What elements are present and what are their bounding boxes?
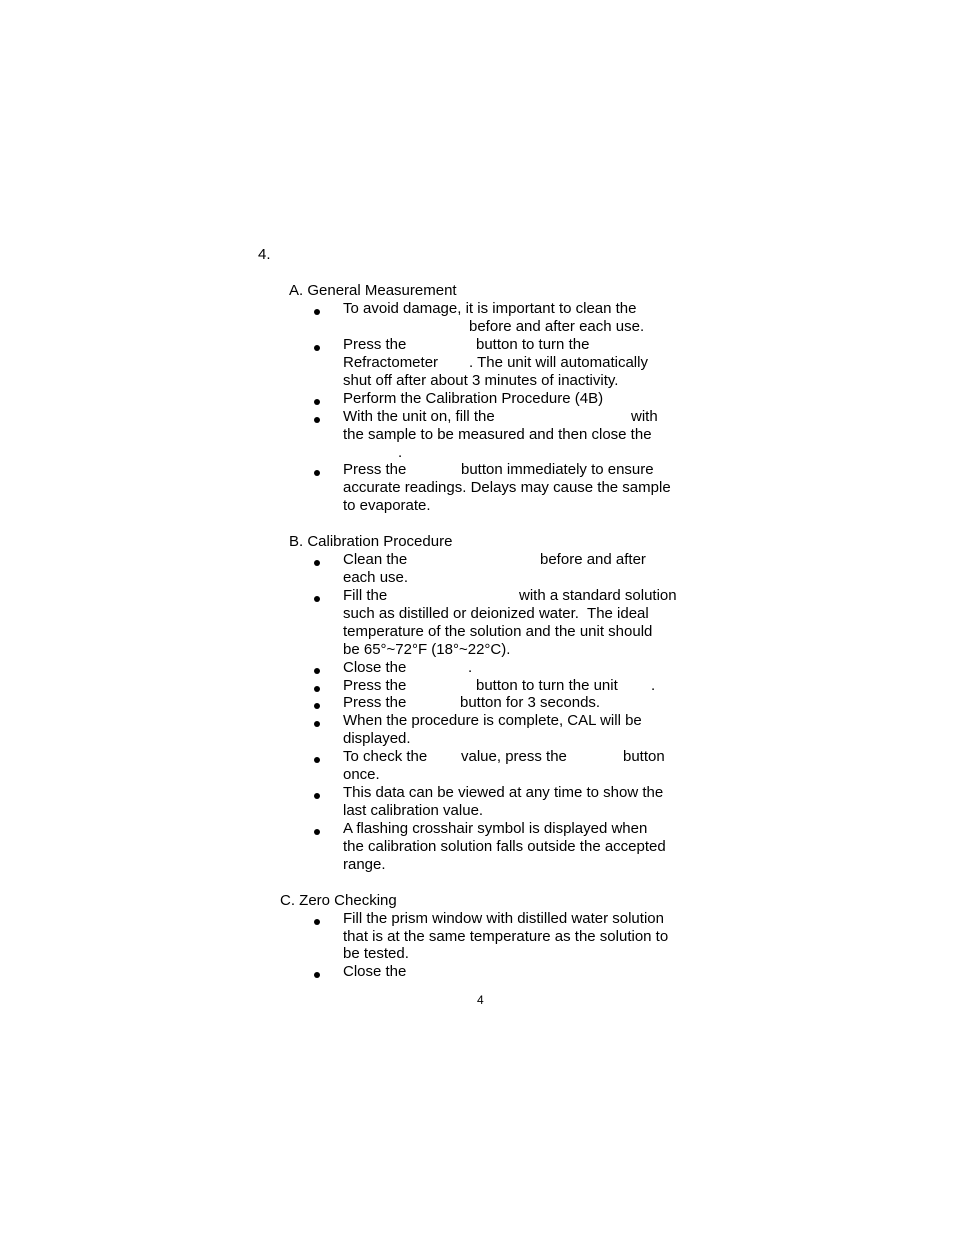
text-line: To avoid damage, it is important to clean the [343, 300, 637, 317]
bullet-icon [314, 596, 320, 602]
bullet-icon [314, 399, 320, 405]
text-line: button to turn the [476, 336, 590, 353]
bullet-icon [314, 703, 320, 709]
text-line: range. [343, 856, 386, 873]
text-line: value, press the [461, 748, 567, 765]
text-line: such as distilled or deionized water. The ideal [343, 605, 649, 622]
section-number: 4. [258, 246, 271, 263]
text-line: to evaporate. [343, 497, 431, 514]
text-line: the sample to be measured and then close the [343, 426, 652, 443]
bullet-icon [314, 417, 320, 423]
text-line: When the procedure is complete, CAL will be [343, 712, 642, 729]
text-line: button for 3 seconds. [460, 694, 601, 711]
bullet-icon [314, 686, 320, 692]
text-line: the calibration solution falls outside the accepted [343, 838, 666, 855]
text-line: displayed. [343, 730, 411, 747]
text-line: To check the [343, 748, 428, 765]
text-line: accurate readings. Delays may cause the sample [343, 479, 671, 496]
text-line: This data can be viewed at any time to show the [343, 784, 664, 801]
text-line: that is at the same temperature as the solution to [343, 928, 669, 945]
text-line: Perform the Calibration Procedure (4B) [343, 390, 604, 407]
bullet-icon [314, 470, 320, 476]
bullet-icon [314, 345, 320, 351]
text-line: button [623, 748, 665, 765]
text-line: be tested. [343, 945, 409, 962]
bullet-icon [314, 829, 320, 835]
bullet-icon [314, 919, 320, 925]
text-line: Fill the [343, 587, 388, 604]
bullet-icon [314, 757, 320, 763]
text-line: . [651, 677, 656, 694]
text-line: with a standard solution [519, 587, 677, 604]
bullet-icon [314, 793, 320, 799]
text-line: Fill the prism window with distilled water solution [343, 910, 664, 927]
text-line: with [631, 408, 658, 425]
bullet-icon [314, 560, 320, 566]
text-line: A flashing crosshair symbol is displayed when [343, 820, 648, 837]
text-line: Close the [343, 659, 407, 676]
heading-general-measurement: A. General Measurement [289, 282, 457, 299]
text-line: before and after each use. [469, 318, 645, 335]
text-line: shut off after about 3 minutes of inactivity. [343, 372, 619, 389]
text-line: button to turn the unit [476, 677, 618, 694]
text-line: last calibration value. [343, 802, 484, 819]
text-line: be 65°~72°F (18°~22°C). [343, 641, 511, 658]
text-line: Clean the [343, 551, 408, 568]
text-line: Press the [343, 677, 407, 694]
text-line: temperature of the solution and the unit should [343, 623, 653, 640]
text-line: Press the [343, 461, 407, 478]
bullet-icon [314, 668, 320, 674]
text-line: . [398, 444, 403, 461]
bullet-icon [314, 309, 320, 315]
heading-calibration-procedure: B. Calibration Procedure [289, 533, 453, 550]
text-line: button immediately to ensure [461, 461, 654, 478]
text-line: each use. [343, 569, 409, 586]
text-line: Press the [343, 694, 407, 711]
text-line: before and after [540, 551, 646, 568]
page-number: 4 [477, 993, 484, 1007]
text-line: Refractometer [343, 354, 439, 371]
bullet-icon [314, 972, 320, 978]
bullet-icon [314, 721, 320, 727]
text-line: . [468, 659, 473, 676]
text-line: Close the [343, 963, 407, 980]
heading-zero-checking: C. Zero Checking [280, 892, 397, 909]
text-line: With the unit on, fill the [343, 408, 495, 425]
text-line: once. [343, 766, 380, 783]
text-line: Press the [343, 336, 407, 353]
text-line: . The unit will automatically [469, 354, 648, 371]
